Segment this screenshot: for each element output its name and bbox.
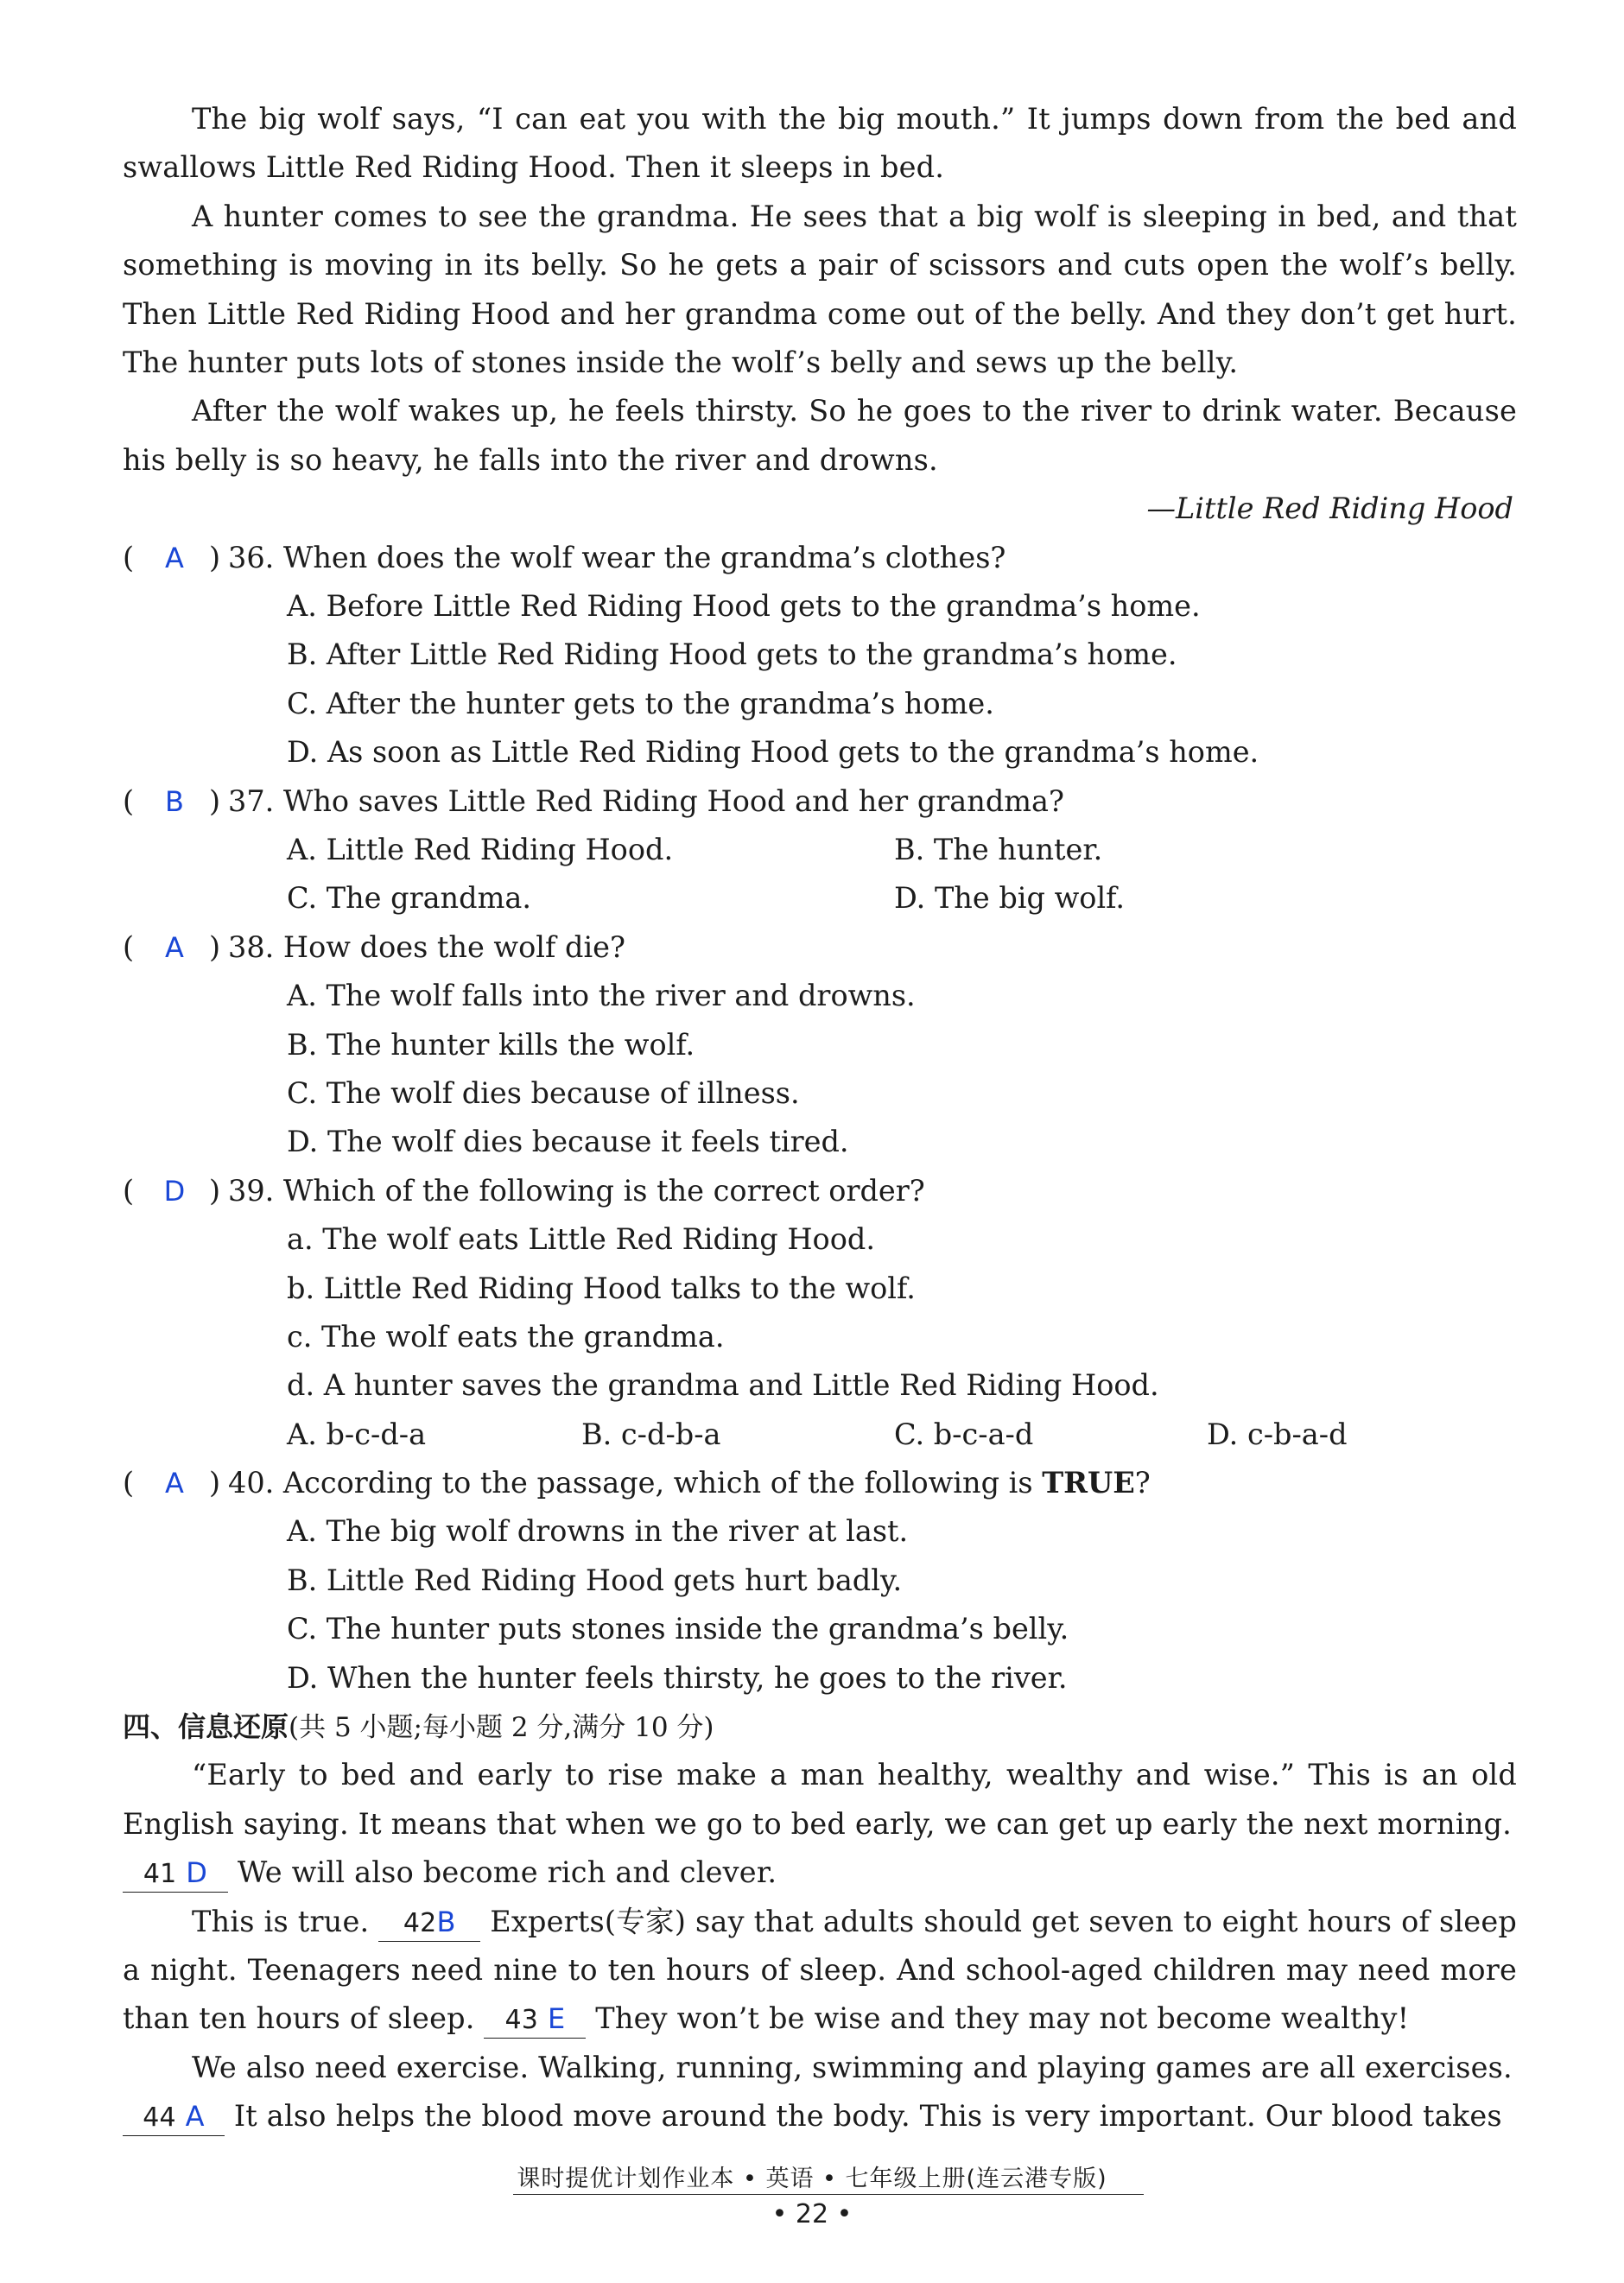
footer-book-title: 课时提优计划作业本 • 英语 • 七年级上册(连云港专版) xyxy=(517,2166,1107,2192)
answer-blank-41: 41 D xyxy=(123,1855,228,1893)
page-number: • 22 • xyxy=(771,2199,853,2229)
option: D. c-b-a-d xyxy=(1207,1417,1348,1451)
answer-38: A xyxy=(165,930,184,964)
option-row xyxy=(123,874,1517,923)
question-stem: 36. When does the wolf wear the grandma’s clothes? xyxy=(228,540,1006,574)
order-item: b. Little Red Riding Hood talks to the wolf. xyxy=(287,1271,916,1305)
question-40: ( A ) 40. According to the passage, which of the following is TRUE? xyxy=(123,1459,1517,1507)
option: C. After the hunter gets to the grandma’s home. xyxy=(287,686,994,720)
option-row xyxy=(123,826,1517,874)
question-36: ( A ) 36. When does the wolf wear the grandma’s clothes? xyxy=(123,534,1517,582)
option: C. b-c-a-d xyxy=(894,1417,1034,1451)
passage-paragraph-2: A hunter comes to see the grandma. He sees that a big wolf is sleeping in bed, and that something is moving in its belly. So he gets a pair of scissors and cuts open the wolf’s belly. Then Little Red Riding Hood and her grandma come out of the belly. And they don’t get hurt. The hunter puts lots of stones inside the wolf’s belly and sews up the belly. xyxy=(123,199,1517,380)
passage-source: —Little Red Riding Hood xyxy=(1146,491,1513,526)
answer-blank-44: 44 A xyxy=(123,2099,225,2136)
worksheet-page xyxy=(123,95,1517,2141)
option: D. When the hunter feels thirsty, he goes to the river. xyxy=(287,1660,1068,1695)
option: D. The big wolf. xyxy=(894,881,1126,916)
passage-paragraph-3: After the wolf wakes up, he feels thirsty. So he goes to the river to drink water. Because his belly is so heavy, he falls into the river and drowns. xyxy=(123,394,1517,477)
option: A. Before Little Red Riding Hood gets to the grandma’s home. xyxy=(287,589,1201,624)
footer-divider xyxy=(513,2194,1144,2195)
option: B. The hunter kills the wolf. xyxy=(287,1027,695,1062)
option: D. As soon as Little Red Riding Hood gets to the grandma’s home. xyxy=(287,735,1259,770)
question-stem: 37. Who saves Little Red Riding Hood and her grandma? xyxy=(228,783,1064,818)
answer-40: A xyxy=(165,1467,184,1500)
answer-37: B xyxy=(165,784,184,818)
option: A. The big wolf drowns in the river at last. xyxy=(287,1514,909,1549)
option: A. The wolf falls into the river and drowns. xyxy=(287,979,916,1013)
option: B. After Little Red Riding Hood gets to the grandma’s home. xyxy=(287,637,1177,672)
passage-paragraph-1: The big wolf says, “I can eat you with the big mouth.” It jumps down from the bed and swallows Little Red Riding Hood. Then it sleeps in bed. xyxy=(123,102,1517,185)
option-row xyxy=(123,1411,1517,1459)
question-stem: 38. How does the wolf die? xyxy=(228,929,625,964)
option: D. The wolf dies because it feels tired. xyxy=(287,1125,849,1159)
question-stem: 40. According to the passage, which of the following is TRUE? xyxy=(228,1466,1151,1500)
question-37: ( B ) 37. Who saves Little Red Riding Hood and her grandma? xyxy=(123,777,1517,826)
order-item: a. The wolf eats Little Red Riding Hood. xyxy=(287,1222,875,1257)
option: A. Little Red Riding Hood. xyxy=(287,833,674,866)
answer-blank-43: 43 E xyxy=(484,2001,586,2039)
answer-36: A xyxy=(165,541,184,574)
option: B. Little Red Riding Hood gets hurt badly. xyxy=(287,1563,903,1597)
option: C. The hunter puts stones inside the grandma’s belly. xyxy=(287,1612,1069,1646)
option: C. The wolf dies because of illness. xyxy=(287,1075,800,1110)
question-stem: 39. Which of the following is the correct order? xyxy=(228,1173,925,1208)
answer-blank-42: 42B xyxy=(378,1905,480,1942)
option: A. b-c-d-a xyxy=(287,1417,427,1451)
section4-paragraph-3: We also need exercise. Walking, running, swimming and playing games are all exercises. 44 A It also helps the blood move around the body. This is very important. Our blood takes xyxy=(123,2044,1517,2141)
option: C. The grandma. xyxy=(287,881,531,916)
section-rule: (共 5 小题;每小题 2 分,满分 10 分) xyxy=(289,1712,714,1744)
section4-paragraph-1: “Early to bed and early to rise make a man healthy, wealthy and wise.” This is an old English saying. It means that when we go to bed early, we can get up early the next morning. 41 D We will also become rich and clever. xyxy=(123,1751,1517,1897)
question-39: ( D ) 39. Which of the following is the correct order? xyxy=(123,1167,1517,1215)
answer-39: D xyxy=(163,1174,186,1208)
question-38: ( A ) 38. How does the wolf die? xyxy=(123,923,1517,972)
order-item: d. A hunter saves the grandma and Little Red Riding Hood. xyxy=(287,1368,1159,1403)
section-title: 四、信息还原 xyxy=(123,1710,289,1744)
option: B. c-d-b-a xyxy=(581,1417,721,1451)
option: B. The hunter. xyxy=(894,833,1103,866)
section-heading xyxy=(123,1703,1517,1751)
section4-paragraph-2: This is true. 42B Experts(专家) say that adults should get seven to eight hours of sleep a night. Teenagers need nine to ten hours of sleep. And school-aged children may need more than ten hours of sleep. 43 E They won’t be wise and they may not become wealthy! xyxy=(123,1898,1517,2044)
order-item: c. The wolf eats the grandma. xyxy=(287,1319,725,1354)
